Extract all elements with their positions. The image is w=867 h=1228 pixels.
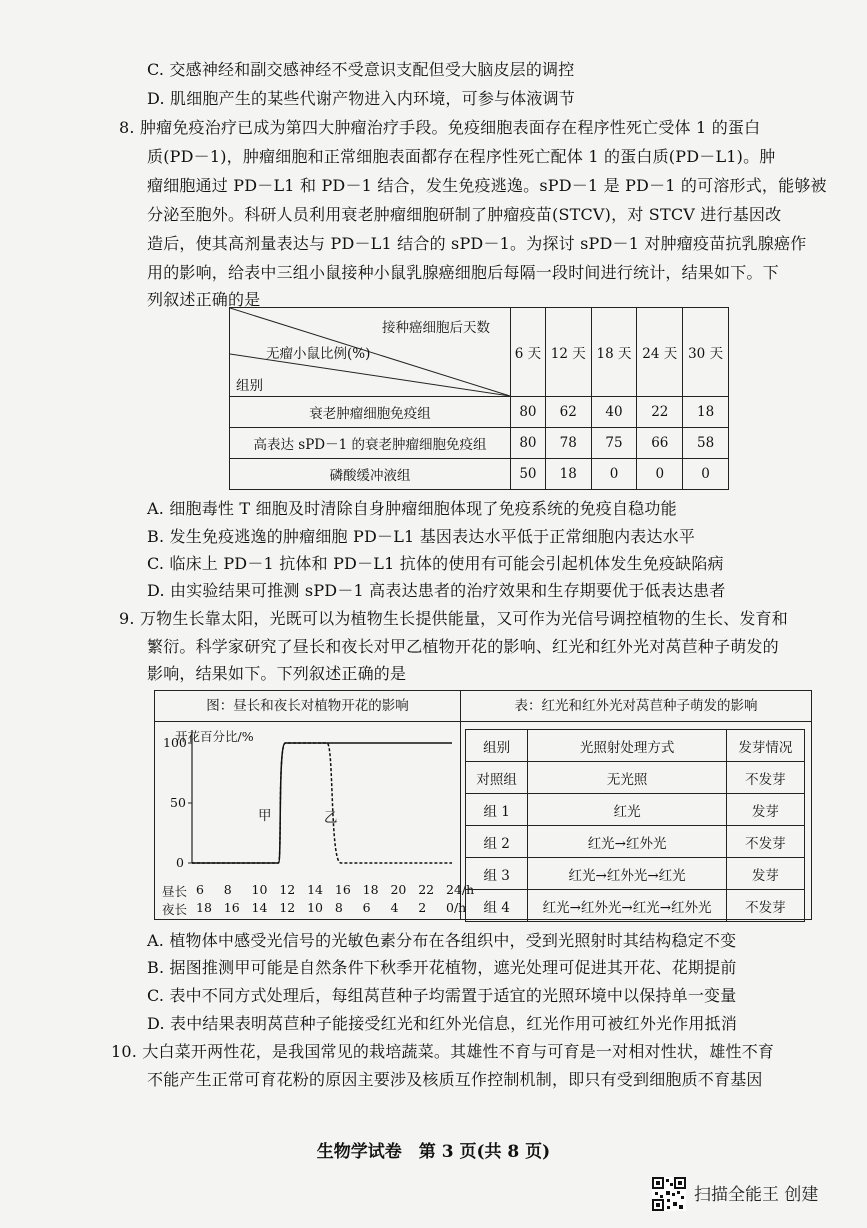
value-cell: 80 bbox=[511, 397, 546, 428]
treatment-cell: 红光 bbox=[528, 794, 727, 826]
night-tick-label: 14 bbox=[251, 900, 268, 915]
night-tick-label: 10 bbox=[307, 900, 324, 915]
value-cell: 18 bbox=[683, 397, 729, 428]
night-tick-label: 2 bbox=[418, 900, 427, 915]
value-cell: 58 bbox=[683, 428, 729, 459]
day-header: 24 天 bbox=[637, 308, 683, 397]
day-header: 12 天 bbox=[545, 308, 591, 397]
value-cell: 0 bbox=[637, 459, 683, 490]
day-tick-label: 14 bbox=[307, 882, 324, 897]
series-line-yi bbox=[192, 743, 452, 863]
day-header: 18 天 bbox=[591, 308, 637, 397]
day-tick-label: 12 bbox=[279, 882, 296, 897]
q8-stem-6: 用的影响，给表中三组小鼠接种小鼠乳腺癌细胞后每隔一段时间进行统计，结果如下。下 bbox=[147, 263, 779, 282]
group-cell: 磷酸缓冲液组 bbox=[230, 459, 511, 490]
curve-label-jia: 甲 bbox=[258, 808, 272, 824]
curve-label-yi: 乙 bbox=[324, 810, 338, 826]
q8-option-d: D. 由实验结果可推测 sPD－1 高表达患者的治疗效果和生存期要优于低表达患者 bbox=[147, 581, 726, 600]
q9-option-a: A. 植物体中感受光信号的光敏色素分布在各组织中，受到光照射时其结构稳定不变 bbox=[147, 931, 737, 950]
night-length-label: 夜长 bbox=[162, 902, 188, 917]
result-cell: 不发芽 bbox=[726, 890, 804, 922]
night-tick-label: 4 bbox=[390, 900, 399, 915]
lettuce-table bbox=[465, 729, 805, 922]
group-cell: 对照组 bbox=[466, 762, 528, 794]
night-tick-label: 18 bbox=[196, 900, 212, 915]
day-tick-label: 6 bbox=[196, 882, 204, 897]
table-row bbox=[466, 826, 805, 858]
value-cell: 66 bbox=[637, 428, 683, 459]
value-cell: 80 bbox=[511, 428, 546, 459]
q8-stem-4: 分泌至胞外。科研人员利用衰老肿瘤细胞研制了肿瘤疫苗(STCV)，对 STCV 进行基因改 bbox=[147, 205, 782, 224]
watermark: 扫描全能王 创建 bbox=[694, 1185, 819, 1205]
header-cell: 组别 bbox=[466, 730, 528, 762]
header-group: 组别 bbox=[236, 378, 263, 394]
q8-stem-1: 8. 肿瘤免疫治疗已成为第四大肿瘤治疗手段。免疫细胞表面存在程序性死亡受体 1 的蛋白 bbox=[119, 118, 761, 137]
group-cell: 高表达 sPD－1 的衰老肿瘤细胞免疫组 bbox=[230, 428, 511, 459]
day-tick-label: 16 bbox=[334, 882, 351, 897]
y-tick: 0 bbox=[176, 855, 184, 870]
table2-title: 表：红光和红外光对莴苣种子萌发的影响 bbox=[461, 691, 811, 722]
q8-stem-7: 列叙述正确的是 bbox=[147, 290, 261, 309]
header-days: 接种癌细胞后天数 bbox=[382, 320, 490, 336]
night-tick-label: 6 bbox=[362, 900, 371, 915]
treatment-cell: 红光→红外光 bbox=[528, 826, 727, 858]
group-cell: 组 2 bbox=[466, 826, 528, 858]
q9-stem-3: 影响，结果如下。下列叙述正确的是 bbox=[147, 664, 407, 683]
y-axis-label: 开花百分比/% bbox=[175, 729, 254, 744]
day-tick-label: 24/h bbox=[446, 882, 475, 897]
night-tick-label: 16 bbox=[223, 900, 240, 915]
q9-stem-1: 9. 万物生长靠太阳，光既可以为植物生长提供能量，又可作为光信号调控植物的生长、发育和 bbox=[119, 609, 788, 628]
day-header: 6 天 bbox=[511, 308, 546, 397]
q9-option-d: D. 表中结果表明莴苣种子能接受红光和红外光信息，红光作用可被红外光作用抵消 bbox=[147, 1014, 738, 1033]
result-cell: 发芽 bbox=[726, 794, 804, 826]
header-ratio: 无瘤小鼠比例(%) bbox=[266, 346, 371, 362]
value-cell: 78 bbox=[545, 428, 591, 459]
table-row bbox=[230, 397, 729, 428]
q9-option-c: C. 表中不同方式处理后，每组莴苣种子均需置于适宜的光照环境中以保持单一变量 bbox=[147, 986, 737, 1005]
q8-stem-3: 瘤细胞通过 PD－L1 和 PD－1 结合，发生免疫逃逸。sPD－1 是 PD－1 的可溶形式，能够被 bbox=[147, 176, 827, 195]
q10-stem-1: 10. 大白菜开两性花，是我国常见的栽培蔬菜。其雄性不育与可育是一对相对性状，雄性不育 bbox=[111, 1042, 775, 1061]
table-row bbox=[466, 890, 805, 922]
value-cell: 62 bbox=[545, 397, 591, 428]
value-cell: 0 bbox=[591, 459, 637, 490]
day-tick-label: 8 bbox=[223, 882, 232, 897]
option-c-prev: C. 交感神经和副交感神经不受意识支配但受大脑皮层的调控 bbox=[147, 60, 575, 79]
table-diagonal-header bbox=[230, 308, 511, 397]
treatment-cell: 红光→红外光→红光 bbox=[528, 858, 727, 890]
table-row bbox=[230, 428, 729, 459]
day-header: 30 天 bbox=[683, 308, 729, 397]
q8-option-a: A. 细胞毒性 T 细胞及时清除自身肿瘤细胞体现了免疫系统的免疫自稳功能 bbox=[147, 499, 677, 518]
q8-option-b: B. 发生免疫逃逸的肿瘤细胞 PD－L1 基因表达水平低于正常细胞内表达水平 bbox=[147, 527, 696, 546]
value-cell: 0 bbox=[683, 459, 729, 490]
value-cell: 40 bbox=[591, 397, 637, 428]
figure-title: 图：昼长和夜长对植物开花的影响 bbox=[155, 691, 460, 722]
group-cell: 组 4 bbox=[466, 890, 528, 922]
day-tick-label: 22 bbox=[418, 882, 435, 897]
series-line-jia bbox=[192, 743, 452, 863]
q8-stem-5: 造后，使其高剂量表达与 PD－L1 结合的 sPD－1。为探讨 sPD－1 对肿瘤疫苗抗乳腺癌作 bbox=[147, 234, 807, 253]
result-cell: 发芽 bbox=[726, 858, 804, 890]
y-tick: 100 bbox=[163, 735, 187, 750]
treatment-cell: 无光照 bbox=[528, 762, 727, 794]
q9-option-b: B. 据图推测甲可能是自然条件下秋季开花植物，遮光处理可促进其开花、花期提前 bbox=[147, 958, 737, 977]
day-length-label: 昼长 bbox=[162, 884, 188, 899]
day-tick-label: 18 bbox=[362, 882, 379, 897]
header-cell: 发芽情况 bbox=[726, 730, 804, 762]
table-row bbox=[466, 794, 805, 826]
table-row bbox=[466, 858, 805, 890]
q8-stem-2: 质(PD－1)，肿瘤细胞和正常细胞表面都存在程序性死亡配体 1 的蛋白质(PD－L1)。肿 bbox=[147, 147, 776, 166]
group-cell: 衰老肿瘤细胞免疫组 bbox=[230, 397, 511, 428]
option-d-prev: D. 肌细胞产生的某些代谢产物进入内环境，可参与体液调节 bbox=[147, 89, 576, 108]
value-cell: 18 bbox=[545, 459, 591, 490]
treatment-cell: 红光→红外光→红光→红外光 bbox=[528, 890, 727, 922]
tumor-table bbox=[229, 307, 729, 490]
qr-code-icon bbox=[652, 1177, 686, 1211]
night-tick-label: 0/h bbox=[446, 900, 467, 915]
group-cell: 组 3 bbox=[466, 858, 528, 890]
night-tick-label: 12 bbox=[279, 900, 296, 915]
y-tick: 50 bbox=[170, 795, 186, 810]
table-row bbox=[466, 762, 805, 794]
day-tick-label: 10 bbox=[251, 882, 268, 897]
table-row bbox=[466, 730, 805, 762]
result-cell: 不发芽 bbox=[726, 826, 804, 858]
table-row bbox=[230, 459, 729, 490]
q10-stem-2: 不能产生正常可育花粉的原因主要涉及核质互作控制机制，即只有受到细胞质不育基因 bbox=[147, 1070, 763, 1089]
q9-stem-2: 繁衍。科学家研究了昼长和夜长对甲乙植物开花的影响、红光和红外光对莴苣种子萌发的 bbox=[147, 637, 779, 656]
value-cell: 50 bbox=[511, 459, 546, 490]
group-cell: 组 1 bbox=[466, 794, 528, 826]
q8-option-c: C. 临床上 PD－1 抗体和 PD－L1 抗体的使用有可能会引起机体发生免疫缺陷病 bbox=[147, 554, 724, 573]
value-cell: 75 bbox=[591, 428, 637, 459]
value-cell: 22 bbox=[637, 397, 683, 428]
night-tick-label: 8 bbox=[334, 900, 343, 915]
day-tick-label: 20 bbox=[390, 882, 407, 897]
page-footer: 生物学试卷 第 3 页(共 8 页) bbox=[316, 1142, 551, 1162]
result-cell: 不发芽 bbox=[726, 762, 804, 794]
header-cell: 光照射处理方式 bbox=[528, 730, 727, 762]
